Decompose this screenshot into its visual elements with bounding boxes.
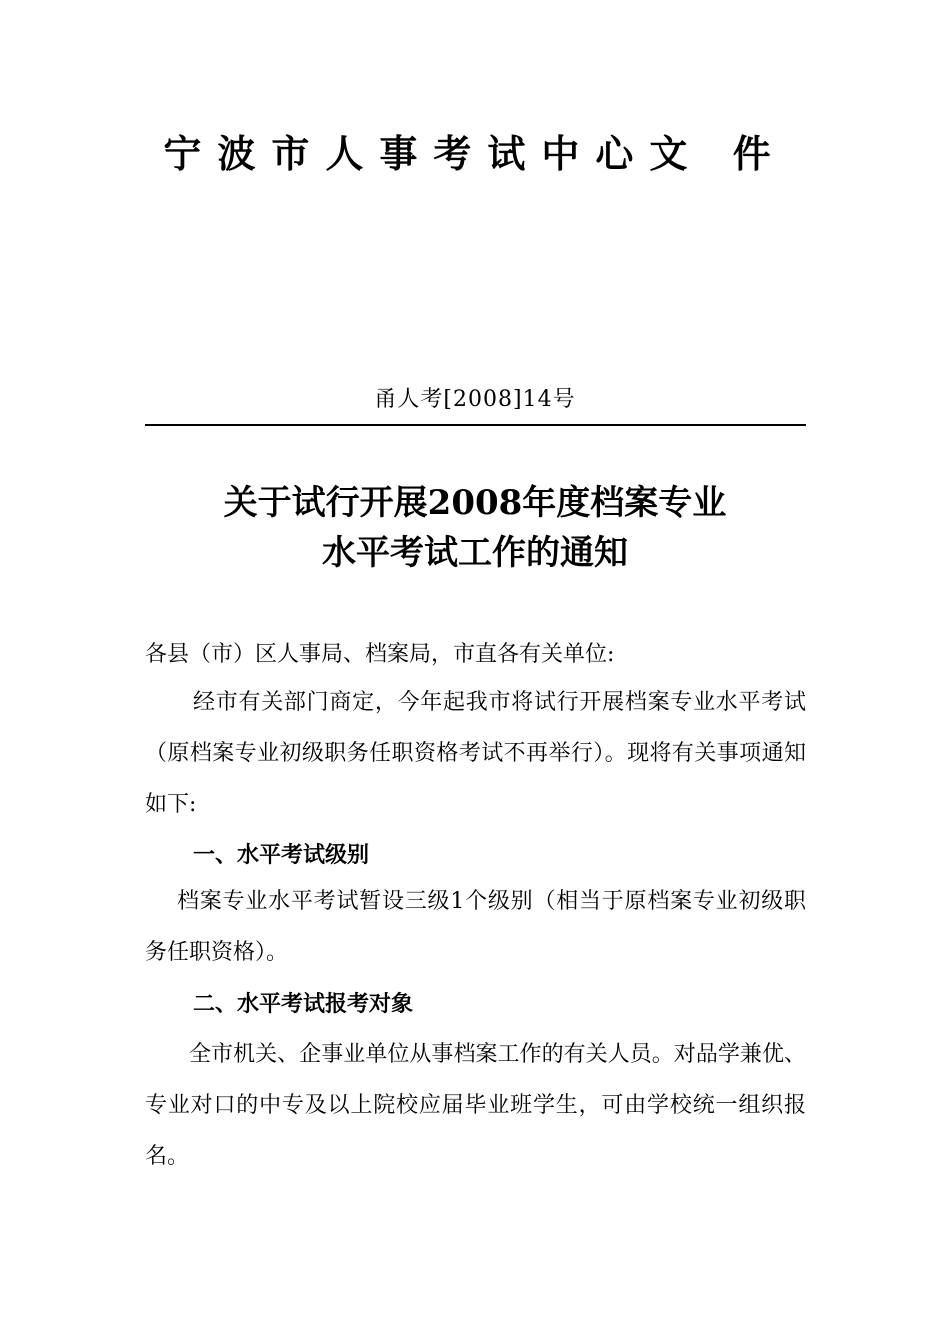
- notice-title: [0, 478, 950, 578]
- recipients-line: 各县（市）区人事局、档案局，市直各有关单位:: [145, 642, 615, 667]
- eligible-applicants-paragraph: 全市机关、企事业单位从事档案工作的有关人员。对品学兼优、专业对口的中专及以上院校应届毕业班学生，可由学校统一组织报名。: [145, 1042, 806, 1169]
- document-number: 甬人考[2008]14号: [374, 387, 576, 412]
- exam-level-paragraph: 档案专业水平考试暂设三级1个级别（相当于原档案专业初级职务任职资格）。: [145, 889, 806, 965]
- header-separator-line: [145, 424, 806, 426]
- intro-paragraph: 经市有关部门商定，今年起我市将试行开展档案专业水平考试（原档案专业初级职务任职资格考试不再举行）。现将有关事项通知如下:: [145, 690, 806, 817]
- document-header-title: 宁波市人事考试中心文 件: [163, 132, 787, 176]
- section-heading-eligible-applicants: 二、水平考试报考对象: [193, 992, 414, 1017]
- section-heading-exam-level: 一、水平考试级别: [193, 843, 370, 868]
- notice-title-line-2: 水平考试工作的通知: [322, 533, 628, 573]
- notice-title-line-1: 关于试行开展2008年度档案专业: [223, 483, 727, 523]
